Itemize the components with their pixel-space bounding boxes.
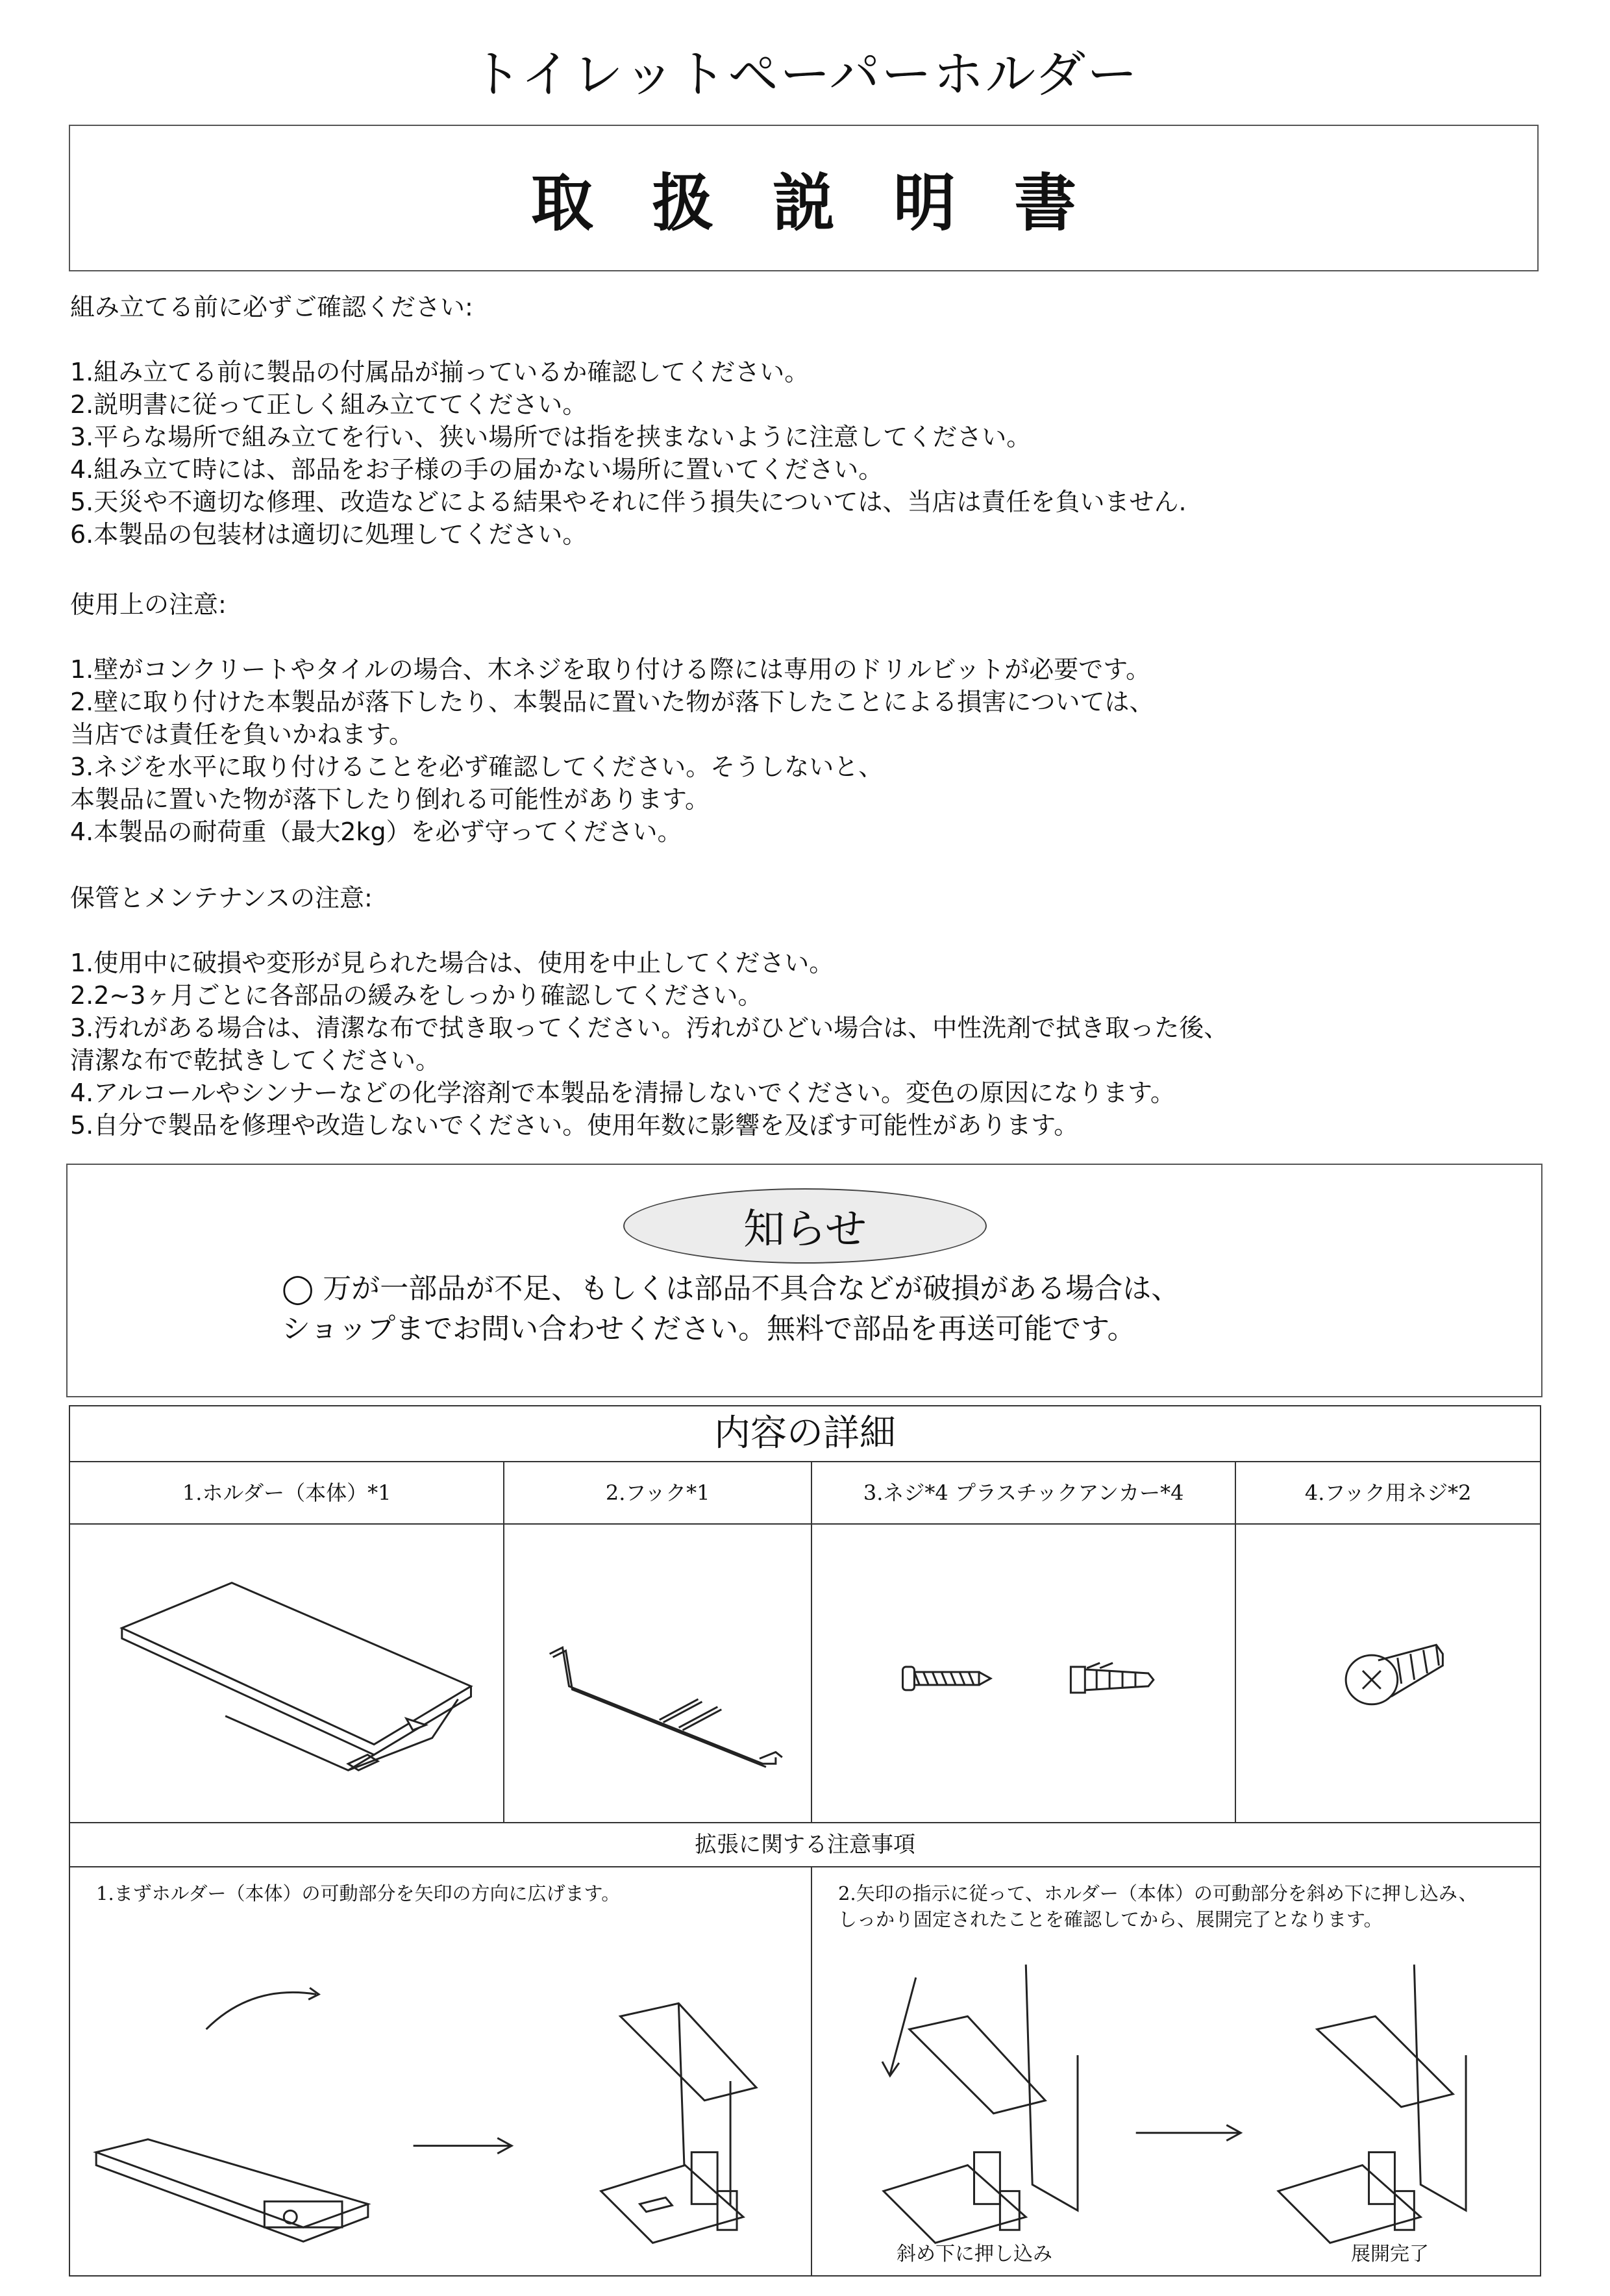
usage-note-item: 2.壁に取り付けた本製品が落下したり、本製品に置いた物が落下したことによる損害については、 bbox=[70, 688, 1154, 716]
usage-note-item: 本製品に置いた物が落下したり倒れる可能性があります。 bbox=[70, 785, 710, 814]
maintenance-section bbox=[70, 882, 1550, 1142]
step2-text-line: 2.矢印の指示に従って、ホルダー（本体）の可動部分を斜め下に押し込み、 bbox=[837, 1882, 1478, 1904]
manual-title-box bbox=[69, 125, 1539, 271]
usage-note-item: 3.ネジを水平に取り付けることを必ず確認してください。そうしないと、 bbox=[70, 753, 884, 781]
manual-title: 取扱説明書 bbox=[531, 166, 1135, 240]
maintenance-item: 5.自分で製品を修理や改造しないでください。使用年数に影響を及ぼす可能性があります。 bbox=[70, 1111, 1079, 1140]
step1-text: 1.まずホルダー（本体）の可動部分を矢印の方向に広げます。 bbox=[96, 1882, 621, 1904]
maintenance-item: 1.使用中に破損や変形が見られた場合は、使用を中止してください。 bbox=[70, 949, 834, 977]
screw-and-anchor-illustration bbox=[812, 1525, 1235, 1822]
before-assembly-section bbox=[70, 291, 1550, 551]
before-assembly-item: 2.説明書に従って正しく組み立ててください。 bbox=[70, 390, 588, 419]
maintenance-item: 2.2~3ヶ月ごとに各部品の緩みをしっかり確認してください。 bbox=[70, 981, 763, 1010]
contents-table bbox=[69, 1405, 1541, 2296]
step2-cell bbox=[811, 1867, 1541, 2276]
maintenance-item: 清潔な布で乾拭きしてください。 bbox=[70, 1046, 441, 1075]
step1-illustration bbox=[70, 1867, 811, 2275]
notice-title: 知らせ bbox=[623, 1188, 987, 1264]
notice-text bbox=[282, 1269, 1180, 1349]
notice-box bbox=[66, 1164, 1542, 1397]
part-label: 1.ホルダー（本体）*1 bbox=[69, 1462, 504, 1524]
before-assembly-item: 1.組み立てる前に製品の付属品が揃っているか確認してください。 bbox=[70, 358, 810, 386]
before-assembly-heading: 組み立てる前に必ずご確認ください: bbox=[70, 293, 473, 321]
hook-screw-illustration bbox=[1236, 1525, 1540, 1822]
usage-note-item: 1.壁がコンクリートやタイルの場合、木ネジを取り付ける際には専用のドリルビットが必要です。 bbox=[70, 655, 1151, 684]
screws-anchors-cell bbox=[811, 1524, 1235, 1823]
caption-push: 斜め下に押し込み bbox=[896, 2243, 1052, 2265]
contents-title: 内容の詳細 bbox=[69, 1406, 1541, 1462]
part-label: 2.フック*1 bbox=[504, 1462, 811, 1524]
notice-line: ◯ 万が一部品が不足、もしくは部品不具合などが破損がある場合は、 bbox=[282, 1272, 1180, 1305]
before-assembly-item: 4.組み立て時には、部品をお子様の手の届かない場所に置いてください。 bbox=[70, 455, 884, 484]
expansion-title: 拡張に関する注意事項 bbox=[69, 1823, 1541, 1867]
before-assembly-item: 6.本製品の包装材は適切に処理してください。 bbox=[70, 520, 588, 549]
caption-done: 展開完了 bbox=[1350, 2243, 1429, 2265]
notice-line: ショップまでお問い合わせください。無料で部品を再送可能です。 bbox=[282, 1312, 1136, 1345]
before-assembly-item: 5.天災や不適切な修理、改造などによる結果やそれに伴う損失については、当店は責任を負いません. bbox=[70, 488, 1187, 516]
maintenance-heading: 保管とメンテナンスの注意: bbox=[70, 884, 373, 912]
maintenance-item: 3.汚れがある場合は、清潔な布で拭き取ってください。汚れがひどい場合は、中性洗剤で拭き取った後、 bbox=[70, 1014, 1229, 1042]
hook-illustration bbox=[504, 1525, 811, 1822]
usage-notes-heading: 使用上の注意: bbox=[70, 590, 227, 619]
part-label: 4.フック用ネジ*2 bbox=[1235, 1462, 1541, 1524]
product-name: トイレットペーパーホルダー bbox=[471, 45, 1139, 104]
hook-screw-cell bbox=[1235, 1524, 1541, 1823]
holder-body-cell bbox=[69, 1524, 504, 1823]
usage-notes-section bbox=[70, 588, 1550, 848]
usage-note-item: 当店では責任を負いかねます。 bbox=[70, 720, 414, 749]
step2-text-line: しっかり固定されたことを確認してから、展開完了となります。 bbox=[837, 1908, 1383, 1930]
hook-cell bbox=[504, 1524, 811, 1823]
step2-illustration bbox=[812, 1867, 1540, 2275]
before-assembly-item: 3.平らな場所で組み立てを行い、狭い場所では指を挟まないように注意してください。 bbox=[70, 423, 1032, 451]
maintenance-item: 4.アルコールやシンナーなどの化学溶剤で本製品を清掃しないでください。変色の原因になります。 bbox=[70, 1079, 1175, 1107]
part-label: 3.ネジ*4 プラスチックアンカー*4 bbox=[811, 1462, 1235, 1524]
holder-body-illustration bbox=[70, 1525, 503, 1822]
step1-cell bbox=[69, 1867, 811, 2276]
usage-note-item: 4.本製品の耐荷重（最大2kg）を必ず守ってください。 bbox=[70, 817, 682, 846]
